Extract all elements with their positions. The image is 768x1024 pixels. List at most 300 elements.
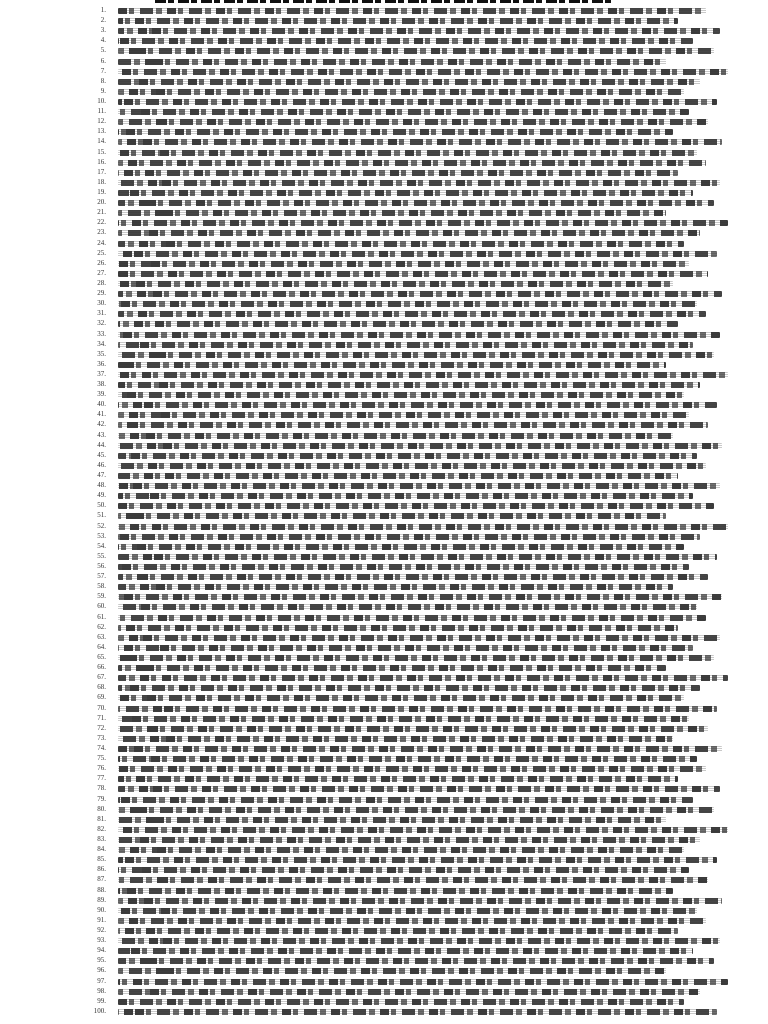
illegible-text-strokes [118, 251, 717, 257]
illegible-text-strokes [118, 382, 700, 388]
illegible-text-strokes [118, 38, 693, 44]
illegible-text-strokes [118, 139, 722, 145]
list-item [0, 562, 768, 572]
list-item-number: 70. [97, 703, 106, 712]
illegible-text-strokes [118, 392, 684, 398]
list-item [0, 784, 768, 794]
illegible-text-strokes [118, 301, 697, 307]
illegible-text-strokes [118, 685, 700, 691]
list-item [0, 966, 768, 976]
list-item-number: 28. [97, 278, 106, 287]
list-item [0, 77, 768, 87]
list-item-number: 9. [100, 86, 106, 95]
illegible-text-strokes [118, 220, 728, 226]
list-item-number: 75. [97, 754, 106, 763]
list-item-number: 21. [97, 208, 106, 217]
list-item-number: 54. [97, 541, 106, 550]
list-item-number: 90. [97, 905, 106, 914]
list-item [0, 886, 768, 896]
list-item-number: 15. [97, 147, 106, 156]
title-strokes [155, 0, 615, 3]
list-item-number: 68. [97, 683, 106, 692]
list-item-number: 69. [97, 693, 106, 702]
list-item-number: 35. [97, 349, 106, 358]
illegible-text-strokes [118, 28, 720, 34]
illegible-text-strokes [118, 342, 693, 348]
list-item-number: 23. [97, 228, 106, 237]
list-item [0, 511, 768, 521]
list-item [0, 380, 768, 390]
list-item [0, 431, 768, 441]
list-item [0, 602, 768, 612]
illegible-text-strokes [118, 473, 678, 479]
illegible-text-strokes [118, 675, 728, 681]
list-item [0, 350, 768, 360]
list-item [0, 148, 768, 158]
list-item-number: 91. [97, 915, 106, 924]
list-item [0, 441, 768, 451]
illegible-text-strokes [118, 979, 728, 985]
illegible-text-strokes [118, 827, 728, 833]
illegible-text-strokes [118, 625, 678, 631]
list-item [0, 420, 768, 430]
list-item [0, 542, 768, 552]
list-item-number: 27. [97, 268, 106, 277]
list-item [0, 916, 768, 926]
list-item-number: 95. [97, 956, 106, 965]
list-item-number: 39. [97, 390, 106, 399]
list-item [0, 87, 768, 97]
list-item [0, 208, 768, 218]
list-item [0, 906, 768, 916]
list-item-number: 37. [97, 369, 106, 378]
illegible-text-strokes [118, 544, 684, 550]
list-item-number: 88. [97, 885, 106, 894]
illegible-text-strokes [118, 109, 689, 115]
list-item-number: 18. [97, 177, 106, 186]
list-item-number: 34. [97, 339, 106, 348]
illegible-text-strokes [118, 352, 714, 358]
illegible-text-strokes [118, 422, 708, 428]
illegible-text-strokes [118, 8, 706, 14]
list-item [0, 522, 768, 532]
list-item-number: 31. [97, 309, 106, 318]
illegible-text-strokes [118, 584, 673, 590]
illegible-text-strokes [118, 99, 717, 105]
list-item [0, 582, 768, 592]
list-item [0, 67, 768, 77]
illegible-text-strokes [118, 503, 714, 509]
illegible-text-strokes [118, 332, 720, 338]
list-item-number: 16. [97, 157, 106, 166]
list-item-number: 26. [97, 258, 106, 267]
list-item [0, 451, 768, 461]
illegible-text-strokes [118, 928, 678, 934]
illegible-text-strokes [118, 604, 697, 610]
list-item-number: 1. [100, 6, 106, 14]
list-item-number: 46. [97, 460, 106, 469]
illegible-text-strokes [118, 989, 700, 995]
list-item-number: 100. [93, 1006, 106, 1015]
illegible-text-strokes [118, 948, 693, 954]
illegible-text-strokes [118, 645, 693, 651]
list-item-number: 85. [97, 855, 106, 864]
list-item [0, 289, 768, 299]
list-item [0, 663, 768, 673]
list-item [0, 198, 768, 208]
list-item-number: 40. [97, 400, 106, 409]
list-item [0, 896, 768, 906]
list-item-number: 19. [97, 187, 106, 196]
illegible-text-strokes [118, 746, 722, 752]
list-item-number: 12. [97, 117, 106, 126]
list-item [0, 795, 768, 805]
illegible-text-strokes [118, 463, 706, 469]
list-item-number: 55. [97, 551, 106, 560]
list-item [0, 309, 768, 319]
list-item [0, 117, 768, 127]
list-item [0, 319, 768, 329]
illegible-text-strokes [118, 665, 666, 671]
list-item-number: 5. [100, 46, 106, 55]
illegible-text-strokes [118, 534, 700, 540]
illegible-text-strokes [118, 1009, 717, 1015]
illegible-text-strokes [118, 483, 720, 489]
list-item [0, 693, 768, 703]
list-item-number: 53. [97, 531, 106, 540]
illegible-text-strokes [118, 655, 714, 661]
list-item [0, 835, 768, 845]
list-item-number: 63. [97, 632, 106, 641]
list-item-number: 52. [97, 521, 106, 530]
list-item [0, 168, 768, 178]
illegible-text-strokes [118, 837, 700, 843]
illegible-text-strokes [118, 867, 689, 873]
illegible-text-strokes [118, 756, 697, 762]
illegible-text-strokes [118, 898, 722, 904]
illegible-text-strokes [118, 574, 708, 580]
list-item [0, 97, 768, 107]
list-item [0, 57, 768, 67]
list-item-number: 96. [97, 966, 106, 975]
list-item-number: 43. [97, 430, 106, 439]
list-item [0, 946, 768, 956]
list-item [0, 218, 768, 228]
illegible-text-strokes [118, 291, 722, 297]
illegible-text-strokes [118, 817, 666, 823]
list-item-number: 67. [97, 673, 106, 682]
list-item [0, 744, 768, 754]
illegible-text-strokes [118, 230, 700, 236]
list-item [0, 158, 768, 168]
list-item [0, 704, 768, 714]
list-item-number: 42. [97, 420, 106, 429]
list-item [0, 926, 768, 936]
illegible-text-strokes [118, 59, 666, 65]
illegible-text-strokes [118, 554, 717, 560]
list-item [0, 137, 768, 147]
list-item-number: 81. [97, 814, 106, 823]
list-item-number: 74. [97, 743, 106, 752]
list-item [0, 977, 768, 987]
list-item [0, 825, 768, 835]
illegible-text-strokes [118, 190, 693, 196]
list-item [0, 987, 768, 997]
list-item-number: 13. [97, 127, 106, 136]
illegible-text-strokes [118, 170, 678, 176]
list-item [0, 552, 768, 562]
list-item-number: 65. [97, 653, 106, 661]
list-item-number: 51. [97, 511, 106, 520]
illegible-text-strokes [118, 877, 708, 883]
list-item-number: 6. [100, 56, 106, 65]
illegible-text-strokes [118, 999, 684, 1005]
list-item-number: 50. [97, 501, 106, 510]
list-item-number: 83. [97, 834, 106, 843]
illegible-text-strokes [118, 241, 684, 247]
illegible-text-strokes [118, 786, 720, 792]
list-item-number: 4. [100, 36, 106, 45]
list-item-number: 89. [97, 895, 106, 904]
illegible-text-strokes [118, 797, 693, 803]
illegible-text-strokes [118, 69, 728, 75]
list-item [0, 572, 768, 582]
list-item [0, 673, 768, 683]
list-item [0, 764, 768, 774]
list-item-number: 36. [97, 359, 106, 368]
list-item [0, 188, 768, 198]
list-item [0, 532, 768, 542]
illegible-text-strokes [118, 160, 706, 166]
illegible-text-strokes [118, 433, 673, 439]
illegible-text-strokes [118, 524, 728, 530]
illegible-text-strokes [118, 847, 684, 853]
illegible-text-strokes [118, 402, 717, 408]
list-item-number: 11. [97, 107, 106, 116]
list-item [0, 279, 768, 289]
illegible-text-strokes [118, 180, 720, 186]
list-item [0, 653, 768, 663]
list-item-number: 41. [97, 410, 106, 419]
list-item [0, 299, 768, 309]
list-item-number: 73. [97, 733, 106, 742]
illegible-text-strokes [118, 48, 714, 54]
list-item [0, 16, 768, 26]
illegible-text-strokes [118, 918, 706, 924]
illegible-text-strokes [118, 443, 722, 449]
list-item [0, 855, 768, 865]
illegible-text-strokes [118, 968, 666, 974]
list-item [0, 26, 768, 36]
list-item [0, 239, 768, 249]
list-item [0, 865, 768, 875]
illegible-text-strokes [118, 372, 728, 378]
list-item-number: 29. [97, 289, 106, 298]
list-item-number: 72. [97, 723, 106, 732]
list-item-number: 86. [97, 865, 106, 874]
list-item [0, 623, 768, 633]
list-item-number: 7. [100, 66, 106, 75]
illegible-text-strokes [118, 615, 706, 621]
illegible-text-strokes [118, 79, 700, 85]
list-item-number: 79. [97, 794, 106, 803]
illegible-text-strokes [118, 261, 689, 267]
list-item-number: 80. [97, 804, 106, 813]
list-item-number: 78. [97, 784, 106, 793]
list-item-number: 61. [97, 612, 106, 621]
list-item [0, 501, 768, 511]
list-item-number: 32. [97, 319, 106, 328]
illegible-text-strokes [118, 776, 678, 782]
list-item [0, 774, 768, 784]
list-item-number: 30. [97, 299, 106, 308]
illegible-text-strokes [118, 695, 684, 701]
list-item [0, 340, 768, 350]
list-item [0, 6, 768, 16]
illegible-text-strokes [118, 726, 708, 732]
list-item [0, 875, 768, 885]
list-item-number: 17. [97, 167, 106, 176]
illegible-text-strokes [118, 453, 697, 459]
list-item [0, 46, 768, 56]
list-item-number: 14. [97, 137, 106, 146]
list-item [0, 714, 768, 724]
list-item-number: 99. [97, 996, 106, 1005]
illegible-text-strokes [118, 736, 673, 742]
list-item-number: 20. [97, 198, 106, 207]
list-item-number: 64. [97, 642, 106, 651]
list-item-number: 56. [97, 562, 106, 571]
list-item [0, 845, 768, 855]
list-item [0, 127, 768, 137]
list-item-number: 48. [97, 481, 106, 490]
illegible-text-strokes [118, 200, 714, 206]
illegible-text-strokes [118, 716, 689, 722]
illegible-text-strokes [118, 958, 714, 964]
list-item [0, 754, 768, 764]
illegible-text-strokes [118, 807, 714, 813]
list-item-number: 77. [97, 774, 106, 783]
list-item [0, 390, 768, 400]
list-item-number: 97. [97, 976, 106, 985]
list-item [0, 491, 768, 501]
list-item [0, 956, 768, 966]
list-item [0, 410, 768, 420]
illegible-text-strokes [118, 129, 673, 135]
list-item-number: 3. [100, 26, 106, 35]
list-item [0, 330, 768, 340]
list-item [0, 36, 768, 46]
list-item [0, 815, 768, 825]
list-item [0, 481, 768, 491]
list-item [0, 259, 768, 269]
list-item-number: 2. [100, 16, 106, 25]
illegible-text-strokes [118, 564, 689, 570]
list-item [0, 107, 768, 117]
list-item [0, 592, 768, 602]
illegible-text-strokes [118, 362, 666, 368]
list-item [0, 633, 768, 643]
list-item-number: 84. [97, 845, 106, 854]
list-item-number: 45. [97, 450, 106, 459]
list-item-number: 58. [97, 582, 106, 591]
list-item [0, 734, 768, 744]
list-item [0, 936, 768, 946]
list-item-number: 57. [97, 572, 106, 581]
list-item [0, 805, 768, 815]
illegible-text-strokes [118, 89, 684, 95]
list-item [0, 360, 768, 370]
list-item-number: 82. [97, 824, 106, 833]
illegible-text-strokes [118, 857, 717, 863]
illegible-text-strokes [118, 513, 666, 519]
illegible-text-strokes [118, 271, 708, 277]
list-item-number: 71. [97, 713, 106, 722]
illegible-text-strokes [118, 493, 693, 499]
list-item-number: 49. [97, 491, 106, 500]
list-item [0, 249, 768, 259]
list-item [0, 471, 768, 481]
list-item [0, 1007, 768, 1017]
list-item-number: 62. [97, 622, 106, 631]
list-item-number: 60. [97, 602, 106, 611]
illegible-text-strokes [118, 119, 708, 125]
list-item [0, 997, 768, 1007]
illegible-text-strokes [118, 888, 673, 894]
list-item [0, 643, 768, 653]
illegible-text-strokes [118, 412, 689, 418]
list-item-number: 22. [97, 218, 106, 227]
list-item-number: 76. [97, 764, 106, 773]
illegible-text-strokes [118, 706, 717, 712]
list-item-number: 87. [97, 875, 106, 884]
list-item-number: 10. [97, 96, 106, 105]
list-item-number: 94. [97, 946, 106, 955]
illegible-text-strokes [118, 311, 706, 317]
list-item-number: 59. [97, 592, 106, 601]
illegible-text-strokes [118, 938, 720, 944]
list-item [0, 683, 768, 693]
illegible-text-strokes [118, 635, 720, 641]
list-item [0, 370, 768, 380]
illegible-text-strokes [118, 150, 697, 156]
list-item-number: 47. [97, 471, 106, 480]
list-item [0, 724, 768, 734]
list-item [0, 178, 768, 188]
illegible-text-strokes [118, 18, 678, 24]
list-item-number: 66. [97, 663, 106, 672]
list-item [0, 461, 768, 471]
illegible-text-strokes [118, 321, 678, 327]
list-item-number: 33. [97, 329, 106, 338]
list-item [0, 228, 768, 238]
list-item [0, 613, 768, 623]
list-item-number: 38. [97, 380, 106, 389]
illegible-text-strokes [118, 594, 722, 600]
illegible-text-strokes [118, 281, 673, 287]
illegible-text-strokes [118, 210, 666, 216]
list-item-number: 92. [97, 925, 106, 934]
list-item-number: 44. [97, 440, 106, 449]
list-item [0, 400, 768, 410]
list-item-number: 24. [97, 238, 106, 247]
illegible-text-strokes [118, 908, 697, 914]
illegible-text-strokes [118, 766, 706, 772]
list-item-number: 25. [97, 248, 106, 257]
list-item-number: 98. [97, 986, 106, 995]
numbered-list [0, 6, 768, 1018]
list-item-number: 8. [100, 76, 106, 85]
